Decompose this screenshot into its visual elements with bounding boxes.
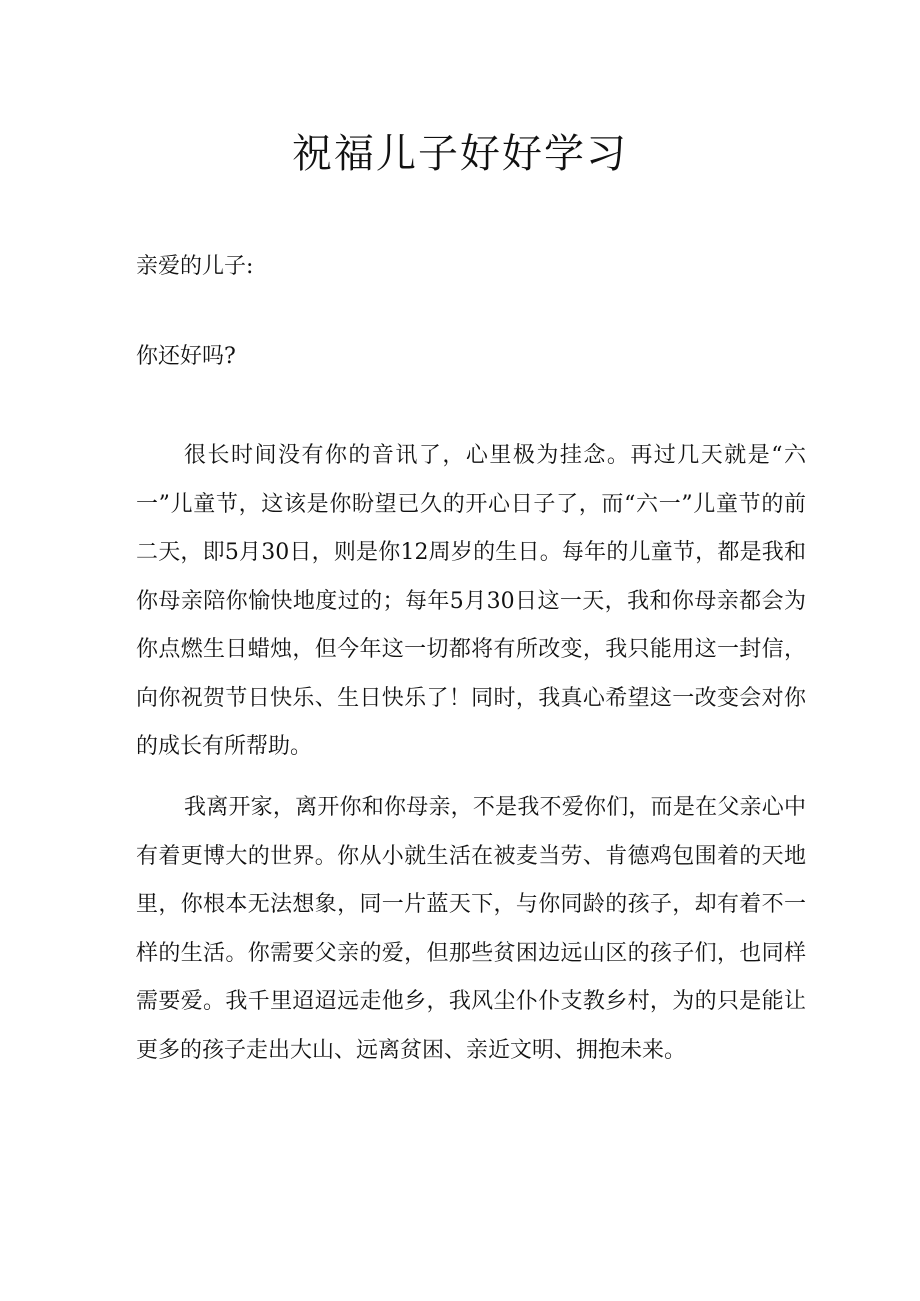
document-title: 祝福儿子好好学习 xyxy=(292,131,628,177)
letter-greeting: 你还好吗? xyxy=(136,344,236,369)
body-paragraph-2: 我离开家，离开你和你母亲，不是我不爱你们，而是在父亲心中有着更博大的世界。你从小就生活在被麦当劳、肯德鸡包围着的天地里，你根本无法想象，同一片蓝天下，与你同龄的孩子，却有着不一样的生活。你需要父亲的爱，但那些贫困边远山区的孩子们，也同样需要爱。我千里迢迢远走他乡，我风尘仆仆支教乡村，为的只是能让更多的孩子走出大山、远离贫困、亲近文明、拥抱未来。 xyxy=(136,795,806,1063)
body-paragraph-1: 很长时间没有你的音讯了，心里极为挂念。再过几天就是“六一”儿童节，这该是你盼望已久的开心日子了，而“六一”儿童节的前二天，即5月30日，则是你12周岁的生日。每年的儿童节，都是我和你母亲陪你愉快地度过的；每年5月30日这一天，我和你母亲都会为你点燃生日蜡烛，但今年这一切都将有所改变，我只能用这一封信，向你祝贺节日快乐、生日快乐了！同时，我真心希望这一改变会对你的成长有所帮助。 xyxy=(136,443,806,759)
letter-salutation: 亲爱的儿子: xyxy=(136,254,254,279)
